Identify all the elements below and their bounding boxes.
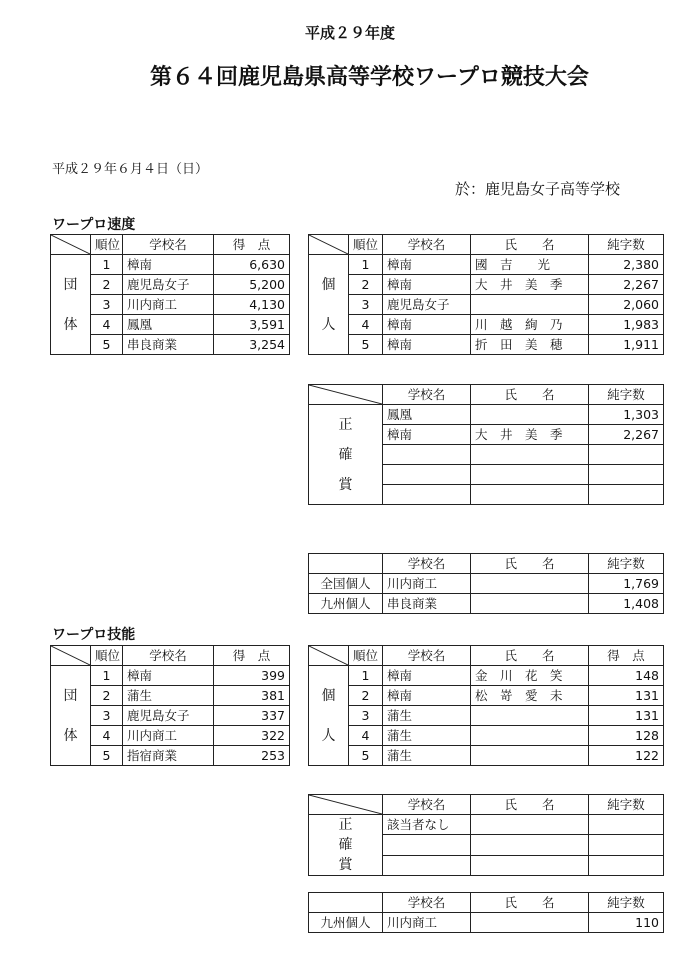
table-row [309,335,664,355]
group-label-accuracy: 正 確 賞 [309,405,383,505]
score-cell: 5,200 [214,275,290,295]
rank-cell: 1 [91,666,123,686]
school-cell: 樟南 [383,666,471,686]
header-school: 学校名 [383,795,471,815]
table-row [309,706,664,726]
header-school: 学校名 [383,646,471,666]
count-cell: 2,380 [589,255,664,275]
diagonal-corner-cell [309,235,349,255]
table-row [309,815,664,835]
skill-section-title: ワープロ技能 [52,627,136,643]
header-school: 学校名 [123,646,214,666]
name-cell [471,746,589,766]
name-cell [471,913,589,933]
header-rank: 順位 [349,646,383,666]
count-cell: 2,267 [589,275,664,295]
school-cell: 樟南 [383,686,471,706]
table-row [309,574,664,594]
school-cell [383,855,471,875]
count-cell: 2,060 [589,295,664,315]
score-cell: 253 [214,746,290,766]
score-cell: 337 [214,706,290,726]
rank-cell: 4 [91,726,123,746]
table-header-row [51,646,290,666]
header-name: 氏 名 [471,893,589,913]
school-cell [383,485,471,505]
school-cell: 鳳凰 [383,405,471,425]
name-cell: 金 川 花 笑 [471,666,589,686]
school-cell: 鹿児島女子 [383,295,471,315]
rank-cell: 5 [91,335,123,355]
rank-cell: 2 [349,275,383,295]
header-school: 学校名 [383,893,471,913]
count-cell: 110 [589,913,664,933]
category-cell: 九州個人 [309,913,383,933]
header-rank: 順位 [91,646,123,666]
rank-cell: 3 [349,295,383,315]
header-score: 得 点 [214,235,290,255]
school-cell: 樟南 [123,255,214,275]
rank-cell: 1 [349,255,383,275]
name-cell: 大 井 美 季 [471,425,589,445]
rank-cell: 4 [91,315,123,335]
group-label-accuracy: 正 確 賞 [309,815,383,876]
rank-cell: 2 [91,686,123,706]
rank-cell: 3 [349,706,383,726]
table-row [309,405,664,425]
school-cell: 川内商工 [123,295,214,315]
rank-cell: 1 [349,666,383,686]
school-cell: 樟南 [383,425,471,445]
table-header-row [309,795,664,815]
diagonal-corner-cell [309,795,383,815]
score-cell: 399 [214,666,290,686]
table-row [309,666,664,686]
score-cell: 3,254 [214,335,290,355]
header-count: 純字数 [589,795,664,815]
school-cell: 鹿児島女子 [123,275,214,295]
name-cell [471,485,589,505]
group-label-individual: 個 人 [309,255,349,355]
school-cell: 川内商工 [383,913,471,933]
header-count: 純字数 [589,893,664,913]
table-row [309,686,664,706]
table-header-row [309,385,664,405]
name-cell [471,726,589,746]
score-cell: 131 [589,686,664,706]
name-cell [471,574,589,594]
header-blank [309,893,383,913]
event-date: 平成２９年６月４日（日） [52,162,209,177]
school-cell: 樟南 [383,275,471,295]
table-header-row [309,646,664,666]
school-cell: 蒲生 [123,686,214,706]
rank-cell: 4 [349,726,383,746]
score-cell: 6,630 [214,255,290,275]
table-row [51,255,290,275]
count-cell: 1,303 [589,405,664,425]
header-name: 氏 名 [471,646,589,666]
name-cell [471,295,589,315]
header-school: 学校名 [383,235,471,255]
score-cell: 122 [589,746,664,766]
school-cell: 川内商工 [383,574,471,594]
score-cell: 381 [214,686,290,706]
school-cell: 鳳凰 [123,315,214,335]
count-cell [589,465,664,485]
school-cell [383,835,471,855]
table-header-row [309,235,664,255]
table-header-row [309,554,664,574]
score-cell: 322 [214,726,290,746]
skill-individual-table [308,645,664,766]
school-cell: 蒲生 [383,746,471,766]
speed-accuracy-table [308,384,664,505]
header-count: 純字数 [589,235,664,255]
rank-cell: 5 [349,746,383,766]
event-venue: 於：鹿児島女子高等学校 [455,180,621,198]
table-row [309,275,664,295]
score-cell: 128 [589,726,664,746]
count-cell [589,815,664,835]
count-cell [589,835,664,855]
page-title: 第６４回鹿児島県高等学校ワープロ競技大会 [150,65,589,90]
header-name: 氏 名 [471,554,589,574]
name-cell [471,465,589,485]
name-cell [471,594,589,614]
school-cell: 串良商業 [383,594,471,614]
rank-cell: 3 [91,706,123,726]
school-cell: 蒲生 [383,726,471,746]
rank-cell: 4 [349,315,383,335]
rank-cell: 2 [91,275,123,295]
speed-individual-table [308,234,664,355]
count-cell [589,855,664,875]
school-cell: 川内商工 [123,726,214,746]
school-cell [383,445,471,465]
table-row [309,315,664,335]
school-cell: 該当者なし [383,815,471,835]
group-label-team: 団 体 [51,666,91,766]
count-cell: 1,911 [589,335,664,355]
era-heading: 平成２９年度 [304,24,395,42]
header-rank: 順位 [91,235,123,255]
name-cell [471,815,589,835]
school-cell: 樟南 [123,666,214,686]
category-cell: 九州個人 [309,594,383,614]
category-cell: 全国個人 [309,574,383,594]
count-cell: 1,408 [589,594,664,614]
group-label-individual: 個 人 [309,666,349,766]
header-score: 得 点 [589,646,664,666]
table-row [51,666,290,686]
speed-extra-table [308,553,664,614]
table-row [309,746,664,766]
table-row [309,594,664,614]
school-cell [383,465,471,485]
score-cell: 4,130 [214,295,290,315]
school-cell: 蒲生 [383,706,471,726]
school-cell: 樟南 [383,315,471,335]
name-cell [471,445,589,465]
table-row [309,255,664,275]
rank-cell: 3 [91,295,123,315]
table-header-row [309,893,664,913]
diagonal-corner-cell [309,385,383,405]
score-cell: 3,591 [214,315,290,335]
school-cell: 鹿児島女子 [123,706,214,726]
rank-cell: 5 [349,335,383,355]
table-row [309,295,664,315]
header-rank: 順位 [349,235,383,255]
rank-cell: 1 [91,255,123,275]
school-cell: 樟南 [383,255,471,275]
name-cell: 大 井 美 季 [471,275,589,295]
header-school: 学校名 [123,235,214,255]
name-cell [471,835,589,855]
name-cell [471,855,589,875]
name-cell: 松 嵜 愛 未 [471,686,589,706]
school-cell: 指宿商業 [123,746,214,766]
group-label-team: 団 体 [51,255,91,355]
table-row [309,726,664,746]
name-cell [471,405,589,425]
header-blank [309,554,383,574]
school-cell: 樟南 [383,335,471,355]
count-cell [589,485,664,505]
count-cell: 1,769 [589,574,664,594]
diagonal-corner-cell [309,646,349,666]
skill-extra-table [308,892,664,933]
count-cell: 2,267 [589,425,664,445]
header-count: 純字数 [589,385,664,405]
diagonal-corner-cell [51,235,91,255]
count-cell: 1,983 [589,315,664,335]
school-cell: 串良商業 [123,335,214,355]
skill-accuracy-table [308,794,664,876]
diagonal-corner-cell [51,646,91,666]
name-cell: 川 越 絢 乃 [471,315,589,335]
speed-section-title: ワープロ速度 [52,217,136,233]
score-cell: 131 [589,706,664,726]
header-count: 純字数 [589,554,664,574]
header-name: 氏 名 [471,385,589,405]
name-cell: 折 田 美 穂 [471,335,589,355]
count-cell [589,445,664,465]
speed-team-table [50,234,290,355]
name-cell [471,706,589,726]
rank-cell: 2 [349,686,383,706]
header-score: 得 点 [214,646,290,666]
header-school: 学校名 [383,385,471,405]
rank-cell: 5 [91,746,123,766]
header-name: 氏 名 [471,235,589,255]
skill-team-table [50,645,290,766]
header-school: 学校名 [383,554,471,574]
score-cell: 148 [589,666,664,686]
header-name: 氏 名 [471,795,589,815]
table-row [309,913,664,933]
name-cell: 國 吉 光 [471,255,589,275]
table-header-row [51,235,290,255]
